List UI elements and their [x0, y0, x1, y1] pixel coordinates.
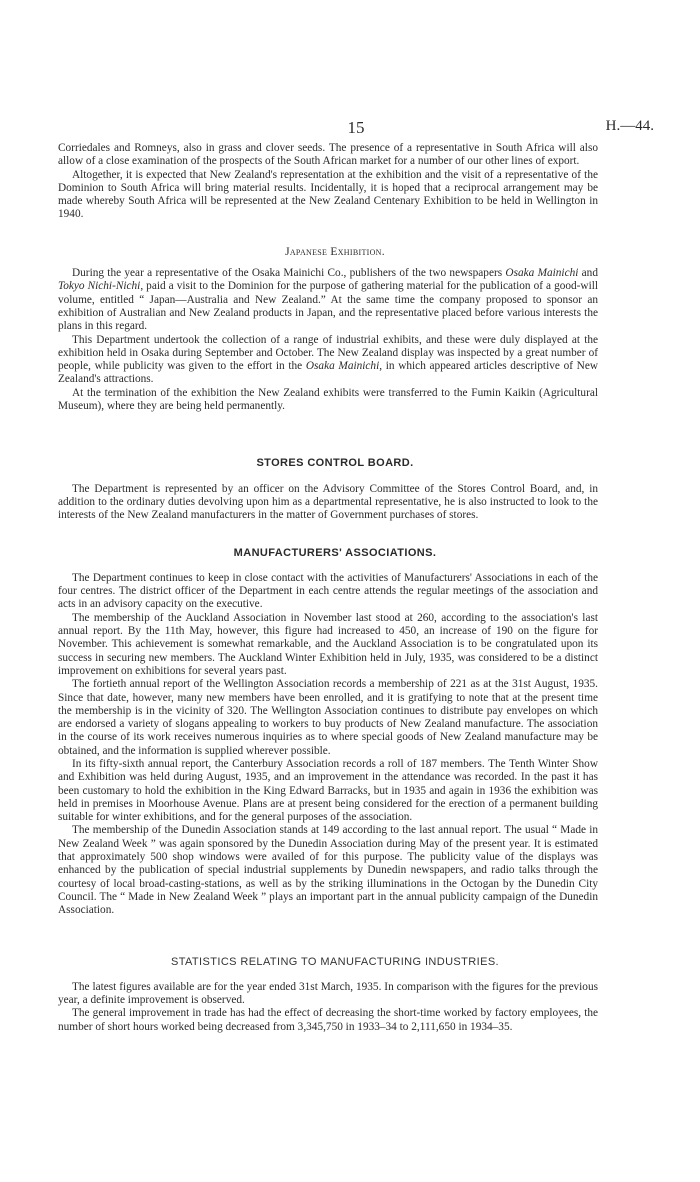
newspaper-title: Osaka Mainichi	[505, 267, 579, 280]
paragraph-continued: Corriedales and Romneys, also in grass and clover seeds. The presence of a representative in South Africa will also allow of a close examination of the prospects of the South African market for a number of our other lines of export.	[58, 142, 598, 168]
text-run: and	[578, 267, 598, 280]
newspaper-title: Tokyo Nichi-Nichi	[58, 280, 141, 293]
text-run: , in which appeared articles descriptive of New Zealand's attractions.	[58, 360, 599, 386]
document-body	[58, 142, 598, 1034]
japanese-exhibition-heading: Japanese Exhibition.	[285, 245, 385, 258]
paragraph	[58, 267, 598, 333]
text-run: During the year a representative of the Osaka Mainichi Co., publishers of the two newspapers	[72, 267, 506, 280]
newspaper-title: Osaka Mainichi	[305, 360, 380, 373]
text-run: This Department undertook the collection of a range of industrial exhibits, and these were duly displayed at the exhibition held in Osaka during September and October. The New Zealand display was inspected by a great number of people, while publicity was given to the effort in the	[58, 333, 598, 373]
text-run: , paid a visit to the Dominion for the purpose of gathering material for the publication of a good-will volume, entitled “ Japan—Australia and New Zealand.” At the same time the company proposed to sponsor an exhibition of Australian and New Zealand products in Japan, and the representative placed before various interests the plans in this regard.	[58, 280, 599, 333]
paragraph: The latest figures available are for the year ended 31st March, 1935. In comparison with the figures for the previous year, a definite improvement is observed.	[58, 980, 598, 1007]
paragraph: At the termination of the exhibition the New Zealand exhibits were transferred to the Fumin Kaikin (Agricultural Museum), where they are being held permanently.	[58, 386, 598, 413]
statistics-heading: STATISTICS RELATING TO MANUFACTURING INDUSTRIES.	[170, 955, 500, 968]
page-number: 15	[347, 118, 365, 137]
manufacturers-associations-heading: MANUFACTURERS' ASSOCIATIONS.	[233, 546, 437, 559]
document-reference: H.—44.	[605, 118, 654, 134]
paragraph: The general improvement in trade has had the effect of decreasing the short-time worked by factory employees, the number of short hours worked being decreased from 3,345,750 in 1933–34 to 2,111,650 in 1934–35.	[58, 1007, 598, 1033]
paragraph: The membership of the Auckland Association in November last stood at 260, according to the association's last annual report. By the 11th May, however, this figure had increased to 450, an increase of 190 on the figure for November. This achievement is somewhat remarkable, and the Auckland Association is to be congratulated upon its success in securing new members. The Auckland Winter Exhibition held in July, 1935, was considered to be a distinct improvement on exhibitions for several years past.	[58, 611, 598, 677]
paragraph: The membership of the Dunedin Association stands at 149 according to the last annual report. The usual “ Made in New Zealand Week ” was again sponsored by the Dunedin Association during May of the present year. It is estimated that approximately 500 shop windows were availed of for this purpose. The publicity value of the displays was enhanced by the publication of special industrial supplements by Dunedin newspapers, and radio talks through the courtesy of local broad-casting-stations, as well as by the striking illuminations in the Octogan by the Dunedin City Council. The “ Made in New Zealand Week ” plays an important part in the annual publicity campaign of the Dunedin Association.	[58, 824, 598, 917]
paragraph: In its fifty-sixth annual report, the Canterbury Association records a roll of 187 members. The Tenth Winter Show and Exhibition was held during August, 1935, and an improvement in the attendance was recorded. In the past it has been customary to hold the exhibition in the King Edward Barracks, but in 1935 and again in 1936 the exhibition was held in premises in Moorhouse Avenue. Plans are at present being considered for the erection of a permanent building suitable for winter exhibitions, and for the general purposes of the association.	[58, 757, 598, 824]
paragraph: The Department is represented by an officer on the Advisory Committee of the Stores Control Board, and, in addition to the ordinary duties devolving upon him as a departmental representative, he is also instructed to look to the interests of the New Zealand manufacturers in the matter of Government purchases of stores.	[58, 482, 598, 522]
paragraph	[58, 334, 598, 387]
paragraph: The fortieth annual report of the Wellington Association records a membership of 221 as at the 31st August, 1935. Since that date, however, many new members have been enrolled, and it is gratifying to note that at the present time the membership is in the vicinity of 320. The Wellington Association continues to distribute pay envelopes on which are endorsed a variety of slogans appealing to workers to buy products of New Zealand manufacture. The association in the course of its work receives numerous inquiries as to where special goods of New Zealand manufacture may be obtained, and the information is supplied wherever possible.	[58, 678, 598, 757]
stores-control-board-heading: STORES CONTROL BOARD.	[256, 457, 414, 470]
paragraph: Altogether, it is expected that New Zealand's representation at the exhibition and the visit of a representative of the Dominion to South Africa will bring material results. Incidentally, it is hoped that a reciprocal arrangement may be made whereby South Africa will be represented at the New Zealand Centenary Exhibition to be held in Wellington in 1940.	[58, 168, 598, 221]
page-header	[58, 118, 654, 140]
paragraph: The Department continues to keep in close contact with the activities of Manufacturers' Associations in each of the four centres. The district officer of the Department in each centre attends the regular meetings of the association and acts in an advisory capacity on the executive.	[58, 571, 598, 611]
